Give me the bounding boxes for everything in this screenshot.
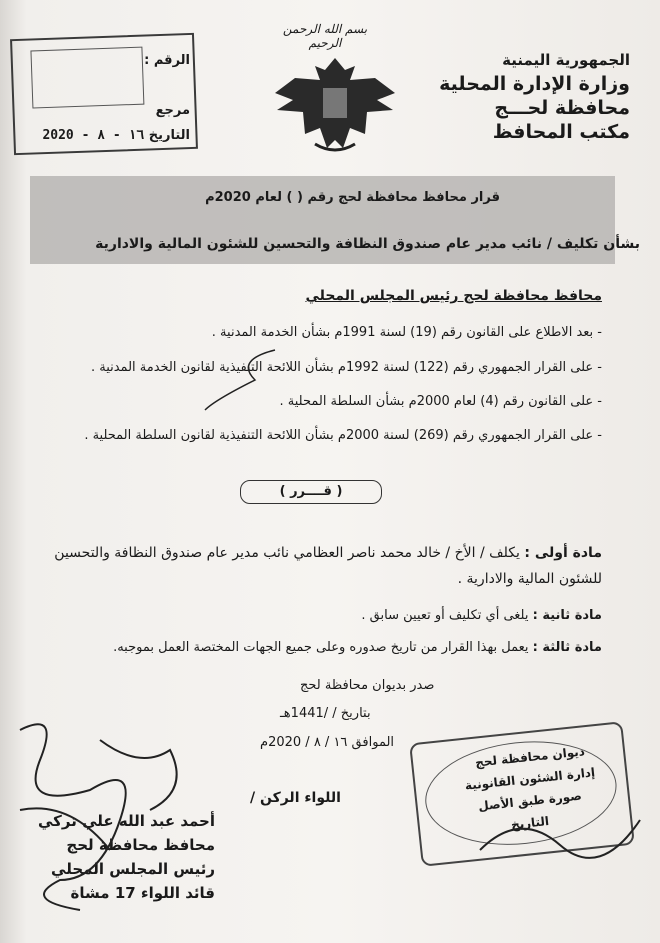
letterhead-governorate: محافظة لحـــج [494,97,630,119]
article-1-text: يكلف / الأخ / خالد محمد ناصر العظامي نائب مدير عام صندوق النظافة والتحسين للشئون المالية والادارية . [54,545,602,587]
reference-date-label: التاريخ [148,128,190,143]
letterhead-republic: الجمهورية اليمنية [502,51,630,69]
preamble-item: - على القرار الجمهوري رقم (122) لسنة 1992م بشأن اللائحة التنفيذية لقانون الخدمة المدنية . [90,360,602,375]
article-1-label: مادة أولى : [524,545,602,561]
reference-label: مرجع [155,103,190,118]
decision-title: قرار محافظ محافظة لحج رقم ( ) لعام 2020م [205,190,500,205]
letterhead [430,48,630,144]
signatory-title-council: رئيس المجلس المحلي [51,860,215,878]
letterhead-office: مكتب المحافظ [492,121,630,143]
issued-hijri-date: بتاريخ / /1441هـ [280,706,371,721]
signatory-name: أحمد عبد الله علي تركي [38,812,215,830]
reference-date-value: ١٦ - ٨ - 2020 [42,128,145,143]
signatory-rank: اللواء الركن / [250,790,341,806]
preamble-item: - بعد الاطلاع على القانون رقم (19) لسنة 1991م بشأن الخدمة المدنية . [211,325,602,340]
stamp-department: إدارة الشئون القانونية [464,765,596,793]
basmala: بسم الله الرحمن الرحيم [282,22,368,50]
article-3 [113,640,602,655]
article-3-label: مادة ثالثة : [532,640,602,655]
signatory-title-brigade: قائد اللواء 17 مشاة [70,884,215,902]
preamble-item: - على القانون رقم (4) لعام 2000م بشأن السلطة المحلية . [279,394,602,409]
article-3-text: يعمل بهذا القرار من تاريخ صدوره وعلى جميع الجهات المختصة العمل بموجبه. [113,640,529,655]
issued-place: صدر بديوان محافظة لحج [300,678,435,693]
signatory-title-governor: محافظ محافظة لحج [66,836,215,854]
stamp-date-label: التاريخ [510,814,550,832]
article-2 [361,608,602,623]
article-2-text: يلغى أي تكليف أو تعيين سابق . [361,608,529,623]
reference-block [20,48,190,148]
handwritten-mark [175,340,295,420]
stamp-certified: صورة طبق الأصل [477,788,583,814]
decides-heading: ( قــــرر ) [240,480,382,504]
addressee: محافظ محافظة لحج رئيس المجلس المحلي [305,288,602,304]
letterhead-ministry: وزارة الإدارة المحلية [439,73,630,95]
yemen-eagle-emblem [265,48,405,158]
issued-gregorian-date: الموافق ١٦ / ٨ / 2020م [260,735,395,750]
preamble-item: - على القرار الجمهوري رقم (269) لسنة 2000م بشأن اللائحة التنفيذية لقانون السلطة المحلية . [84,428,602,443]
article-2-label: مادة ثانية : [532,608,602,623]
article-1 [42,540,602,592]
decision-subject: بشأن تكليف / نائب مدير عام صندوق النظافة والتحسين للشئون المالية والادارية [95,236,640,252]
reference-number-label: الرقم : [144,53,190,68]
stamp-office: ديوان محافظة لحج [474,744,586,770]
